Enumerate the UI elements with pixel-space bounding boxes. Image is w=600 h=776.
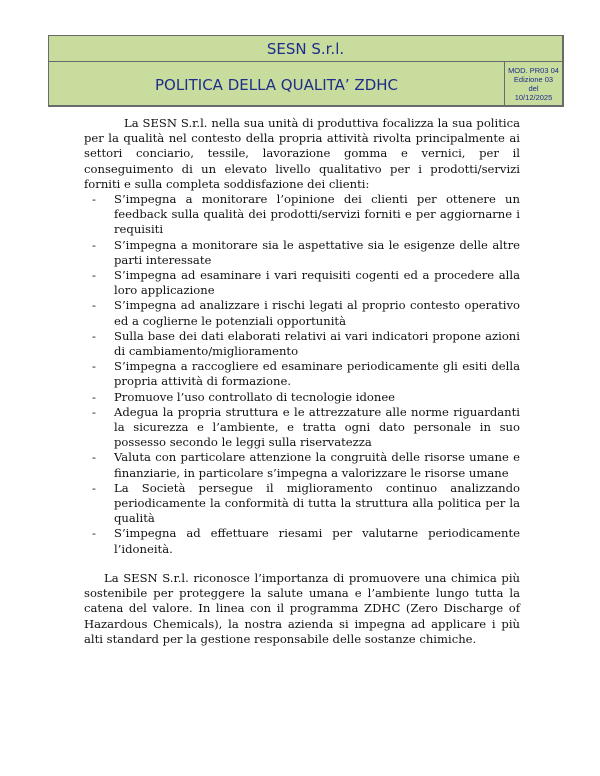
list-item: - S’impegna ad analizzare i rischi legati al proprio contesto operativo ed a coglierne le potenziali opportunità [92,298,520,328]
document-body [84,116,520,647]
document-header [48,35,564,107]
list-item: - S’impegna a monitorare sia le aspettative sia le esigenze delle altre parti interessate [92,237,520,267]
list-item: - Sulla base dei dati elaborati relativi ai vari indicatori propone azioni di cambiamento/miglioramento [92,328,520,359]
list-item: - S’impegna ad effettuare riesami per valutarne periodicamente l’idoneità. [92,526,520,556]
edition-del: del [528,83,539,93]
dash-bullet-icon: - [92,526,96,541]
list-item: - Adegua la propria struttura e le attrezzature alle norme riguardanti la sicurezza e l’ambiente, e tratta ogni dato personale in suo possesso secondo le leggi sulla riservatezza [92,404,520,450]
edition-date: 10/12/2025 [514,92,553,102]
header-title-row [49,62,562,105]
module-code: MOD. PR03 04 [508,65,559,75]
dash-bullet-icon: - [92,192,96,207]
edition: Edizione 03 [513,74,554,84]
dash-bullet-icon: - [92,298,96,313]
dash-bullet-icon: - [92,450,96,465]
dash-bullet-icon: - [92,237,96,252]
dash-bullet-icon: - [92,389,96,404]
list-item: - S’impegna a monitorare l’opinione dei clienti per ottenere un feedback sulla qualità dei prodotti/servizi forniti e per aggiornarne i requisiti [92,192,520,237]
dash-bullet-icon: - [92,404,96,419]
document-title: POLITICA DELLA QUALITA’ ZDHC [49,62,505,105]
dash-bullet-icon: - [92,359,96,374]
company-name: SESN S.r.l. [49,36,562,62]
closing-paragraph: La SESN S.r.l. riconosce l’importanza di promuovere una chimica più sostenibile per proteggere la salute umana e l’ambiente lungo tutta la catena del valore. In linea con il programma ZDHC (Zero Discharge of Hazardous Chemicals), la nostra azienda si impegna ad applicare i più alti standard per la gestione responsabile delle sostanze chimiche. [84,570,520,646]
intro-paragraph: La SESN S.r.l. nella sua unità di produttiva focalizza la sua politica per la qualità nel contesto della propria attività rivolta principalmente ai settori conciario, tessile, lavorazione gomma e vernici, per il conseguimento di un elevato livello qualitativo per i prodotti/servizi forniti e sulla completa soddisfazione dei clienti: [84,116,520,191]
list-item: - La Società persegue il miglioramento continuo analizzando periodicamente la conformità di tutta la struttura alla politica per la qualità [92,480,520,526]
dash-bullet-icon: - [92,328,96,343]
dash-bullet-icon: - [92,268,96,283]
list-item: - Valuta con particolare attenzione la congruità delle risorse umane e finanziarie, in particolare s’impegna a valorizzare le risorse umane [92,450,520,480]
list-item: - S’impegna ad esaminare i vari requisiti cogenti ed a procedere alla loro applicazione [92,268,520,298]
document-meta [505,62,562,105]
commitment-list [84,192,520,557]
list-item: - S’impegna a raccogliere ed esaminare periodicamente gli esiti della propria attività di formazione. [92,359,520,389]
dash-bullet-icon: - [92,480,96,495]
list-item: - Promuove l’uso controllato di tecnologie idonee [92,389,396,404]
